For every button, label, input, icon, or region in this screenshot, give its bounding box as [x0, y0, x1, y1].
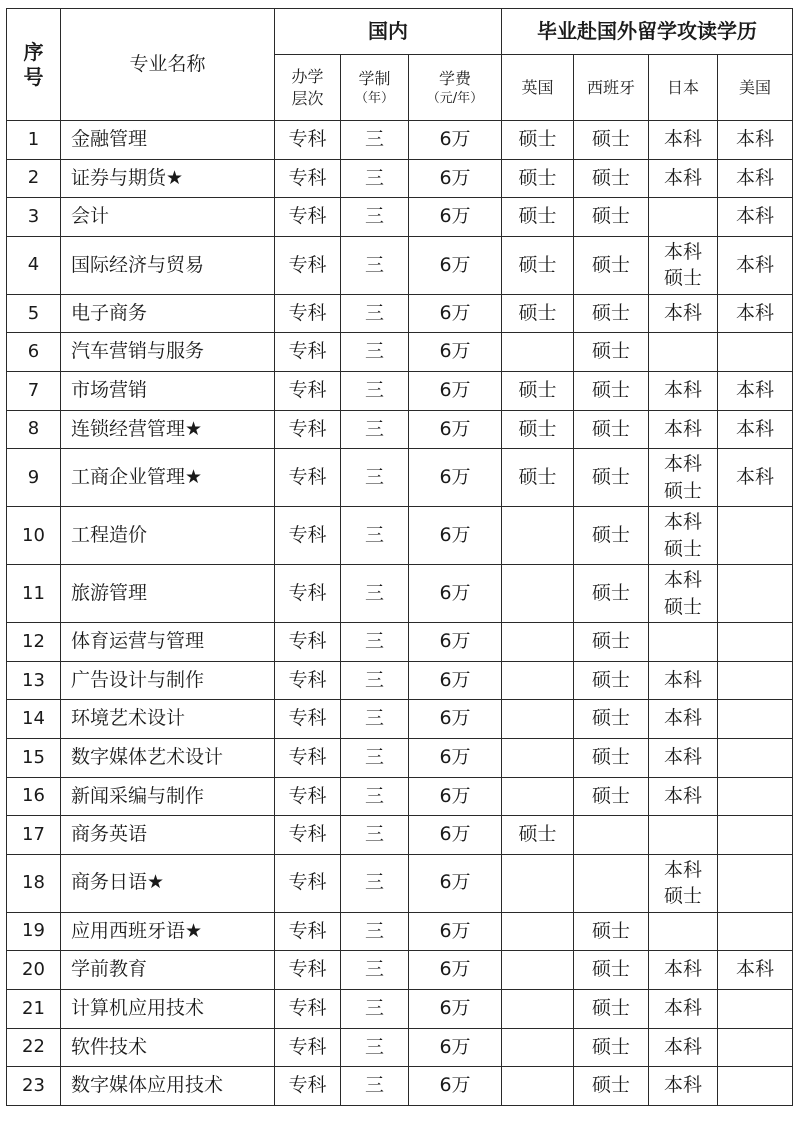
table-row	[7, 1028, 793, 1067]
cell-major-name: 学前教育	[61, 951, 275, 990]
cell-level: 专科	[275, 1028, 341, 1067]
cell-fee: 6万	[409, 236, 502, 294]
cell-major-name: 广告设计与制作	[61, 661, 275, 700]
cell-level: 专科	[275, 198, 341, 237]
table-row	[7, 565, 793, 623]
cell-usa	[718, 816, 793, 855]
table-row	[7, 333, 793, 372]
cell-japan: 本科	[649, 294, 718, 333]
cell-fee: 6万	[409, 121, 502, 160]
cell-uk: 硕士	[502, 410, 574, 449]
header-fee-label: 学费	[438, 68, 471, 88]
cell-usa	[718, 912, 793, 951]
cell-no: 9	[7, 449, 61, 507]
cell-years: 三	[341, 951, 409, 990]
table-row	[7, 738, 793, 777]
header-spain: 西班牙	[574, 55, 649, 121]
cell-usa	[718, 1067, 793, 1106]
header-abroad: 毕业赴国外留学攻读学历	[502, 9, 793, 55]
cell-years: 三	[341, 912, 409, 951]
cell-usa	[718, 565, 793, 623]
cell-spain: 硕士	[574, 294, 649, 333]
table-row	[7, 1067, 793, 1106]
header-fee-unit: （元/年）	[426, 90, 484, 106]
cell-uk	[502, 854, 574, 912]
header-duration-label: 学制	[358, 68, 391, 88]
cell-level: 专科	[275, 661, 341, 700]
cell-level: 专科	[275, 159, 341, 198]
cell-uk	[502, 661, 574, 700]
cell-usa	[718, 700, 793, 739]
cell-no: 23	[7, 1067, 61, 1106]
cell-years: 三	[341, 121, 409, 160]
table-row	[7, 816, 793, 855]
cell-no: 5	[7, 294, 61, 333]
cell-major-name: 计算机应用技术	[61, 989, 275, 1028]
cell-years: 三	[341, 1028, 409, 1067]
cell-level: 专科	[275, 333, 341, 372]
cell-uk	[502, 700, 574, 739]
cell-usa: 本科	[718, 951, 793, 990]
cell-level: 专科	[275, 989, 341, 1028]
table-row	[7, 912, 793, 951]
cell-spain: 硕士	[574, 989, 649, 1028]
cell-spain: 硕士	[574, 738, 649, 777]
cell-no: 20	[7, 951, 61, 990]
cell-uk	[502, 912, 574, 951]
cell-japan: 本科	[649, 410, 718, 449]
cell-uk: 硕士	[502, 159, 574, 198]
cell-uk	[502, 1028, 574, 1067]
cell-years: 三	[341, 623, 409, 662]
cell-years: 三	[341, 777, 409, 816]
cell-fee: 6万	[409, 700, 502, 739]
cell-usa: 本科	[718, 410, 793, 449]
cell-uk: 硕士	[502, 371, 574, 410]
header-major: 专业名称	[61, 9, 275, 121]
cell-years: 三	[341, 738, 409, 777]
cell-fee: 6万	[409, 410, 502, 449]
cell-major-name: 国际经济与贸易	[61, 236, 275, 294]
cell-major-name: 商务英语	[61, 816, 275, 855]
cell-no: 14	[7, 700, 61, 739]
cell-major-name: 市场营销	[61, 371, 275, 410]
cell-no: 8	[7, 410, 61, 449]
cell-fee: 6万	[409, 371, 502, 410]
cell-major-name: 软件技术	[61, 1028, 275, 1067]
cell-major-name: 工商企业管理★	[61, 449, 275, 507]
cell-level: 专科	[275, 777, 341, 816]
cell-level: 专科	[275, 816, 341, 855]
cell-level: 专科	[275, 294, 341, 333]
header-usa: 美国	[718, 55, 793, 121]
cell-major-name: 数字媒体应用技术	[61, 1067, 275, 1106]
cell-major-name: 旅游管理	[61, 565, 275, 623]
cell-spain: 硕士	[574, 623, 649, 662]
cell-uk	[502, 623, 574, 662]
cell-uk	[502, 989, 574, 1028]
cell-usa	[718, 661, 793, 700]
cell-level: 专科	[275, 951, 341, 990]
cell-spain: 硕士	[574, 1028, 649, 1067]
cell-japan: 本科	[649, 738, 718, 777]
table-row	[7, 159, 793, 198]
cell-fee: 6万	[409, 333, 502, 372]
cell-spain: 硕士	[574, 198, 649, 237]
cell-no: 12	[7, 623, 61, 662]
cell-major-name: 会计	[61, 198, 275, 237]
cell-uk: 硕士	[502, 198, 574, 237]
cell-years: 三	[341, 449, 409, 507]
header-duration-unit: （年）	[354, 90, 394, 106]
cell-years: 三	[341, 410, 409, 449]
cell-spain: 硕士	[574, 661, 649, 700]
cell-years: 三	[341, 816, 409, 855]
cell-spain: 硕士	[574, 236, 649, 294]
cell-usa	[718, 333, 793, 372]
cell-fee: 6万	[409, 1028, 502, 1067]
cell-years: 三	[341, 507, 409, 565]
cell-fee: 6万	[409, 507, 502, 565]
cell-usa: 本科	[718, 159, 793, 198]
cell-no: 11	[7, 565, 61, 623]
cell-no: 18	[7, 854, 61, 912]
cell-uk	[502, 951, 574, 990]
cell-level: 专科	[275, 854, 341, 912]
header-domestic: 国内	[275, 9, 502, 55]
table-row	[7, 294, 793, 333]
cell-years: 三	[341, 371, 409, 410]
cell-no: 3	[7, 198, 61, 237]
cell-usa	[718, 623, 793, 662]
cell-usa	[718, 1028, 793, 1067]
cell-years: 三	[341, 989, 409, 1028]
table-row	[7, 236, 793, 294]
table-row	[7, 777, 793, 816]
cell-no: 17	[7, 816, 61, 855]
cell-level: 专科	[275, 912, 341, 951]
cell-japan: 本科	[649, 159, 718, 198]
cell-level: 专科	[275, 1067, 341, 1106]
header-japan: 日本	[649, 55, 718, 121]
cell-spain: 硕士	[574, 333, 649, 372]
cell-no: 21	[7, 989, 61, 1028]
cell-no: 10	[7, 507, 61, 565]
cell-uk	[502, 777, 574, 816]
cell-usa: 本科	[718, 236, 793, 294]
cell-major-name: 应用西班牙语★	[61, 912, 275, 951]
cell-level: 专科	[275, 371, 341, 410]
table-row	[7, 661, 793, 700]
cell-uk	[502, 738, 574, 777]
cell-fee: 6万	[409, 1067, 502, 1106]
cell-japan	[649, 912, 718, 951]
cell-no: 15	[7, 738, 61, 777]
cell-no: 13	[7, 661, 61, 700]
cell-japan: 本科	[649, 777, 718, 816]
cell-fee: 6万	[409, 989, 502, 1028]
cell-fee: 6万	[409, 777, 502, 816]
header-duration	[341, 55, 409, 121]
table-row	[7, 989, 793, 1028]
cell-japan: 本科	[649, 700, 718, 739]
cell-spain: 硕士	[574, 121, 649, 160]
cell-usa	[718, 854, 793, 912]
cell-japan: 本科	[649, 989, 718, 1028]
cell-major-name: 工程造价	[61, 507, 275, 565]
cell-spain: 硕士	[574, 912, 649, 951]
cell-fee: 6万	[409, 661, 502, 700]
cell-japan	[649, 623, 718, 662]
cell-uk: 硕士	[502, 449, 574, 507]
cell-no: 4	[7, 236, 61, 294]
table-row	[7, 700, 793, 739]
cell-usa	[718, 738, 793, 777]
cell-uk	[502, 1067, 574, 1106]
table-row	[7, 121, 793, 160]
cell-japan: 本科	[649, 661, 718, 700]
header-fee	[409, 55, 502, 121]
cell-uk: 硕士	[502, 294, 574, 333]
cell-fee: 6万	[409, 565, 502, 623]
cell-japan	[649, 333, 718, 372]
cell-level: 专科	[275, 449, 341, 507]
cell-level: 专科	[275, 121, 341, 160]
cell-major-name: 环境艺术设计	[61, 700, 275, 739]
cell-level: 专科	[275, 410, 341, 449]
cell-japan: 本科 硕士	[649, 449, 718, 507]
cell-no: 6	[7, 333, 61, 372]
table-row	[7, 951, 793, 990]
cell-spain: 硕士	[574, 449, 649, 507]
cell-spain: 硕士	[574, 410, 649, 449]
cell-major-name: 体育运营与管理	[61, 623, 275, 662]
cell-major-name: 商务日语★	[61, 854, 275, 912]
cell-no: 22	[7, 1028, 61, 1067]
cell-uk	[502, 507, 574, 565]
cell-japan: 本科	[649, 371, 718, 410]
cell-usa: 本科	[718, 449, 793, 507]
cell-usa	[718, 507, 793, 565]
cell-fee: 6万	[409, 816, 502, 855]
program-table	[6, 8, 793, 1106]
cell-uk	[502, 333, 574, 372]
cell-no: 7	[7, 371, 61, 410]
cell-years: 三	[341, 854, 409, 912]
cell-level: 专科	[275, 700, 341, 739]
cell-major-name: 证券与期货★	[61, 159, 275, 198]
cell-years: 三	[341, 565, 409, 623]
cell-japan: 本科	[649, 1028, 718, 1067]
cell-japan: 本科 硕士	[649, 854, 718, 912]
cell-usa: 本科	[718, 371, 793, 410]
cell-major-name: 电子商务	[61, 294, 275, 333]
table-row	[7, 507, 793, 565]
cell-spain: 硕士	[574, 1067, 649, 1106]
cell-spain: 硕士	[574, 777, 649, 816]
cell-uk: 硕士	[502, 236, 574, 294]
cell-uk: 硕士	[502, 121, 574, 160]
cell-years: 三	[341, 236, 409, 294]
cell-years: 三	[341, 159, 409, 198]
table-row	[7, 410, 793, 449]
cell-spain: 硕士	[574, 700, 649, 739]
cell-major-name: 数字媒体艺术设计	[61, 738, 275, 777]
cell-usa: 本科	[718, 198, 793, 237]
cell-major-name: 汽车营销与服务	[61, 333, 275, 372]
cell-major-name: 金融管理	[61, 121, 275, 160]
cell-spain: 硕士	[574, 507, 649, 565]
cell-spain: 硕士	[574, 159, 649, 198]
cell-spain: 硕士	[574, 951, 649, 990]
cell-major-name: 新闻采编与制作	[61, 777, 275, 816]
header-seq: 序 号	[7, 9, 61, 121]
cell-uk: 硕士	[502, 816, 574, 855]
cell-spain	[574, 854, 649, 912]
cell-japan: 本科	[649, 121, 718, 160]
cell-no: 2	[7, 159, 61, 198]
cell-fee: 6万	[409, 294, 502, 333]
cell-level: 专科	[275, 236, 341, 294]
cell-japan	[649, 816, 718, 855]
cell-japan: 本科 硕士	[649, 507, 718, 565]
cell-fee: 6万	[409, 449, 502, 507]
cell-fee: 6万	[409, 159, 502, 198]
cell-years: 三	[341, 333, 409, 372]
cell-years: 三	[341, 198, 409, 237]
table-row	[7, 623, 793, 662]
cell-years: 三	[341, 1067, 409, 1106]
cell-no: 1	[7, 121, 61, 160]
table-row	[7, 854, 793, 912]
cell-fee: 6万	[409, 951, 502, 990]
program-table-sheet	[6, 8, 793, 1106]
cell-usa	[718, 777, 793, 816]
cell-japan: 本科	[649, 951, 718, 990]
header-level: 办学 层次	[275, 55, 341, 121]
cell-fee: 6万	[409, 854, 502, 912]
header-uk: 英国	[502, 55, 574, 121]
cell-no: 16	[7, 777, 61, 816]
cell-level: 专科	[275, 507, 341, 565]
cell-major-name: 连锁经营管理★	[61, 410, 275, 449]
cell-level: 专科	[275, 623, 341, 662]
cell-fee: 6万	[409, 738, 502, 777]
table-row	[7, 449, 793, 507]
cell-fee: 6万	[409, 198, 502, 237]
cell-spain	[574, 816, 649, 855]
cell-years: 三	[341, 294, 409, 333]
cell-spain: 硕士	[574, 371, 649, 410]
cell-usa: 本科	[718, 121, 793, 160]
cell-japan: 本科 硕士	[649, 565, 718, 623]
cell-no: 19	[7, 912, 61, 951]
cell-japan	[649, 198, 718, 237]
cell-spain: 硕士	[574, 565, 649, 623]
cell-japan: 本科	[649, 1067, 718, 1106]
cell-years: 三	[341, 661, 409, 700]
table-row	[7, 198, 793, 237]
cell-usa	[718, 989, 793, 1028]
cell-fee: 6万	[409, 623, 502, 662]
cell-japan: 本科 硕士	[649, 236, 718, 294]
cell-uk	[502, 565, 574, 623]
cell-usa: 本科	[718, 294, 793, 333]
cell-level: 专科	[275, 565, 341, 623]
table-body	[7, 121, 793, 1106]
table-row	[7, 371, 793, 410]
cell-level: 专科	[275, 738, 341, 777]
cell-fee: 6万	[409, 912, 502, 951]
cell-years: 三	[341, 700, 409, 739]
